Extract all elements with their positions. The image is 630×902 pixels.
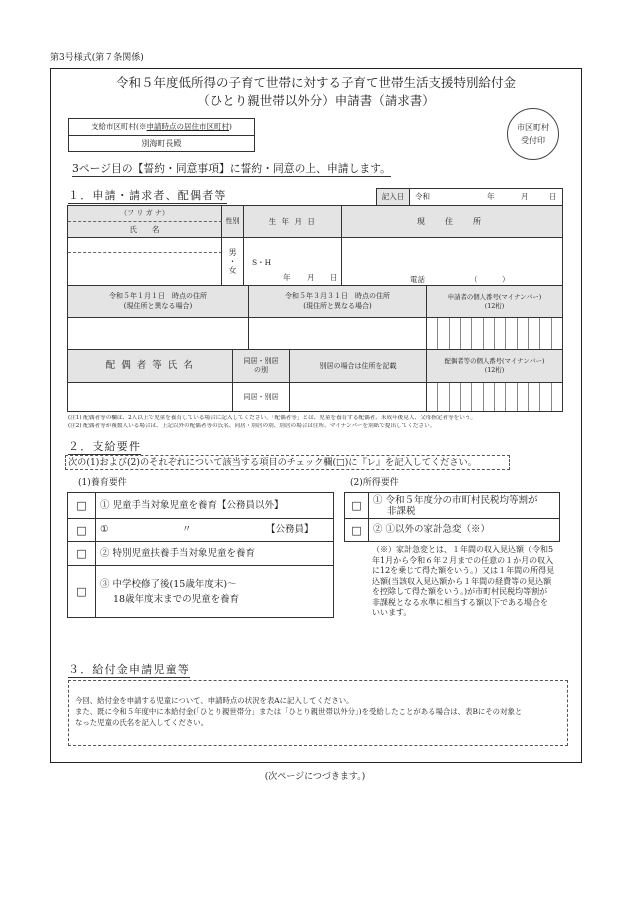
section3-heading: ３．給付金申請児童等 bbox=[68, 663, 190, 676]
childcare-item-1 bbox=[96, 493, 334, 519]
checkbox-icon[interactable]: □ bbox=[76, 585, 87, 598]
sex-header bbox=[222, 206, 244, 238]
mynumber-digit-cell[interactable] bbox=[506, 383, 517, 411]
sex-female-option[interactable]: 女 bbox=[228, 266, 237, 275]
childcare-checkbox-3[interactable] bbox=[68, 542, 96, 566]
mynumber-digit-cell[interactable] bbox=[484, 383, 495, 411]
mynumber-digit-cell[interactable] bbox=[450, 318, 461, 349]
mynumber-digit-cell[interactable] bbox=[472, 318, 483, 349]
mynumber-digit-cell[interactable] bbox=[540, 318, 551, 349]
checkbox-icon[interactable]: □ bbox=[76, 499, 87, 512]
instruction-box bbox=[65, 455, 510, 470]
separate-address-header-label: 別居の場合は住所を記載 bbox=[319, 361, 397, 370]
mar31-address-header bbox=[249, 286, 427, 318]
mynumber-digit-cell[interactable] bbox=[427, 318, 438, 349]
reception-stamp-line2: 受付印 bbox=[521, 136, 545, 145]
municipality-label-suffix: ) bbox=[229, 122, 232, 131]
mynumber-digit-cell[interactable] bbox=[552, 383, 562, 411]
income-checkbox-1[interactable] bbox=[345, 493, 369, 519]
cohabitation-header-line1: 同居・別居 bbox=[243, 356, 279, 365]
name-header bbox=[68, 222, 222, 238]
childcare-checkbox-2[interactable] bbox=[68, 519, 96, 542]
furigana-header-label: （フ リ ガ ナ） bbox=[120, 209, 169, 217]
checkbox-icon[interactable]: □ bbox=[351, 499, 362, 512]
note-line: 込額(当該収入見込額から１年間の経費等の見込額 bbox=[372, 576, 552, 586]
section3-line2: また、既に令和５年度中に本給付金(「ひとり親世帯分」または「ひとり親世帯以外分」)を受給したことがある場合は、表Bにその対象と bbox=[75, 707, 523, 716]
childcare-item-2-suffix: 【公務員】 bbox=[266, 524, 314, 535]
cohabitation-header bbox=[233, 350, 290, 383]
applicant-mynumber-header-line2: (12桁) bbox=[484, 301, 505, 310]
spouse-mynumber-header-line2: (12桁) bbox=[484, 366, 505, 374]
section3-info-box bbox=[68, 680, 568, 746]
jan1-address-field[interactable] bbox=[68, 318, 249, 350]
childcare-item-2-number: ① bbox=[100, 524, 109, 535]
mynumber-digit-cell[interactable] bbox=[552, 318, 562, 349]
mynumber-digit-cell[interactable] bbox=[495, 383, 506, 411]
mar31-address-header-line1: 令和５年３月３１日 時点の住所 bbox=[285, 292, 390, 301]
sex-separator: ・ bbox=[228, 257, 237, 266]
birth-era-options[interactable]: S・H bbox=[252, 258, 272, 267]
sex-field[interactable] bbox=[222, 238, 244, 286]
income-item-1 bbox=[369, 493, 560, 519]
mynumber-digit-cell[interactable] bbox=[450, 383, 461, 411]
note-line: 非課税となる水準に相当する額以下である場合を bbox=[372, 597, 548, 607]
separate-address-field[interactable] bbox=[290, 383, 427, 412]
mynumber-digit-cell[interactable] bbox=[461, 383, 472, 411]
childcare-checkbox-4[interactable] bbox=[68, 566, 96, 618]
income-item-1-line1: ① 令和５年度分の市町村民税均等割が bbox=[373, 494, 538, 506]
jan1-address-header-line1: 令和５年１月１日 時点の住所 bbox=[109, 292, 207, 301]
section1-note1-text: (注1) 配偶者等の欄は、2人以上で児童を養育している場合に記入してください。「配偶者等」とは、児童を養育する配偶者、未成年後見人、父母指定者等をいう。 bbox=[68, 415, 477, 421]
checkbox-icon[interactable]: □ bbox=[351, 523, 362, 537]
address-header-label: 現 住 所 bbox=[417, 216, 487, 226]
mynumber-digit-cell[interactable] bbox=[495, 318, 506, 349]
continued-notice: (次ページにつづきます。) bbox=[264, 772, 366, 782]
section2-heading: ２．支給要件 bbox=[68, 440, 142, 453]
childcare-item-4-line2: 18歳年度末までの児童を養育 bbox=[113, 593, 240, 605]
section1-heading: １．申請・請求者、配偶者等 bbox=[68, 189, 227, 202]
mynumber-digit-cell[interactable] bbox=[518, 318, 529, 349]
note-line: 年1月から令和６年２月までの任意の１か月の収入 bbox=[372, 555, 554, 565]
applicant-mynumber-digits bbox=[427, 318, 562, 349]
childcare-item-2 bbox=[96, 519, 334, 542]
mynumber-digit-cell[interactable] bbox=[438, 318, 449, 349]
municipality-label-prefix: 支給市区町村(※ bbox=[91, 122, 147, 131]
spouse-mynumber-field[interactable] bbox=[427, 383, 563, 412]
entry-date-box[interactable] bbox=[376, 188, 563, 206]
section3-line1: 今回、給付金を申請する児童について、申請時点の状況を表Aに記入してください。 bbox=[75, 696, 354, 705]
birth-month-unit: 月 bbox=[307, 273, 315, 282]
mar31-address-field[interactable] bbox=[249, 318, 427, 350]
address-field[interactable] bbox=[342, 238, 563, 286]
spouse-mynumber-header-line1: 配偶者等の個人番号(マイナンバー) bbox=[444, 357, 545, 366]
municipality-label bbox=[69, 119, 254, 136]
note-line: に12を乗じて得た額をいう。）又は１年間の所得見 bbox=[372, 566, 555, 575]
checkbox-icon[interactable]: □ bbox=[76, 523, 87, 537]
municipality-box bbox=[68, 118, 255, 152]
note-line: いいます。 bbox=[372, 608, 412, 617]
entry-date-label: 記入日 bbox=[377, 189, 410, 205]
mynumber-digit-cell[interactable] bbox=[518, 383, 529, 411]
note-line: （※）家計急変とは、１年間の収入見込額（令和5 bbox=[372, 545, 554, 554]
name-header-label: 氏 名 bbox=[129, 224, 160, 234]
childcare-item-2-ditto: 〃 bbox=[182, 524, 192, 535]
applicant-table bbox=[67, 205, 563, 412]
childcare-item-4 bbox=[96, 566, 334, 618]
cohabitation-field[interactable] bbox=[233, 383, 290, 412]
instruction-text: 次の(1)および(2)のそれぞれについて該当する項目のチェック欄(□)に『レ』を記入してください。 bbox=[68, 457, 477, 468]
mynumber-digit-cell[interactable] bbox=[529, 318, 540, 349]
applicant-mynumber-header-line1: 申請者の個人番号(マイナンバー) bbox=[447, 292, 542, 301]
childcare-item-3 bbox=[96, 542, 334, 566]
income-item-2-label: ② ①以外の家計急変（※） bbox=[373, 524, 491, 536]
mynumber-digit-cell[interactable] bbox=[438, 383, 449, 411]
furigana-header bbox=[68, 206, 222, 222]
municipality-addressee: 別海町長殿 bbox=[141, 139, 182, 148]
childcare-item-4-line1: ③ 中学校修了後(15歳年度末)～ bbox=[100, 578, 237, 590]
entry-date-year-unit: 年 bbox=[487, 192, 495, 201]
mar31-address-header-line2: (現住所と異なる場合) bbox=[303, 301, 372, 310]
section1-note1 bbox=[68, 415, 563, 423]
spouse-name-header-label: 配 偶 者 等 氏 名 bbox=[105, 360, 195, 372]
sex-header-label: 性別 bbox=[225, 217, 240, 225]
mynumber-digit-cell[interactable] bbox=[506, 318, 517, 349]
jan1-address-header bbox=[68, 286, 249, 318]
mynumber-digit-cell[interactable] bbox=[461, 318, 472, 349]
income-requirement-heading: (2)所得要件 bbox=[350, 478, 399, 488]
jan1-address-header-line2: (現住所と異なる場合) bbox=[123, 301, 193, 310]
childcare-requirement-table bbox=[67, 492, 334, 618]
income-checkbox-2[interactable] bbox=[345, 519, 369, 542]
birthdate-header-label: 生 年 月 日 bbox=[268, 216, 317, 226]
spouse-name-header bbox=[68, 350, 233, 383]
form-title-line2: （ひとり親世帯以外分）申請書（請求書） bbox=[197, 93, 435, 108]
birth-year-unit: 年 bbox=[283, 273, 291, 282]
section3-line3: なった児童の氏名を記入してください。 bbox=[75, 718, 209, 727]
address-header bbox=[342, 206, 563, 238]
section1-note2-text: (注2) 配偶者等が複数人いる場合は、上記以外の配偶者等の氏名、同居・別居の別、別居の場合は住所、マイナンバーを別紙で提出してください。 bbox=[68, 423, 436, 429]
childcare-item-1-label: ① 児童手当対象児童を養育【公務員以外】 bbox=[100, 499, 284, 511]
income-item-1-line2: 非課税 bbox=[387, 505, 416, 517]
mynumber-digit-cell[interactable] bbox=[472, 383, 483, 411]
applicant-mynumber-header bbox=[427, 286, 563, 318]
cohabitation-options[interactable]: 同居・別居 bbox=[243, 392, 279, 401]
spouse-mynumber-header bbox=[427, 350, 563, 383]
childcare-item-3-label: ② 特別児童扶養手当対象児童を養育 bbox=[100, 547, 256, 559]
municipality-label-underlined: 申請時点の居住市区町村 bbox=[146, 122, 229, 131]
phone-open-paren: （ bbox=[470, 275, 478, 284]
childcare-requirement-heading: (1)養育要件 bbox=[78, 478, 127, 488]
birthdate-header bbox=[244, 206, 342, 238]
mynumber-digit-cell[interactable] bbox=[540, 383, 551, 411]
entry-date-day-unit: 日 bbox=[549, 192, 557, 201]
entry-date-month-unit: 月 bbox=[521, 192, 529, 201]
birthdate-field[interactable] bbox=[244, 238, 342, 286]
household-emergency-note bbox=[372, 545, 562, 619]
mynumber-digit-cell[interactable] bbox=[484, 318, 495, 349]
mynumber-digit-cell[interactable] bbox=[529, 383, 540, 411]
name-field[interactable] bbox=[68, 253, 222, 286]
pledge-notice: 3ページ目の【誓約・同意事項】に誓約・同意の上、申請します。 bbox=[72, 162, 391, 175]
phone-label: 電話 bbox=[410, 275, 425, 284]
checkbox-icon[interactable]: □ bbox=[76, 547, 87, 560]
sex-male-option[interactable]: 男 bbox=[228, 248, 237, 257]
childcare-checkbox-1[interactable] bbox=[68, 493, 96, 519]
mynumber-digit-cell[interactable] bbox=[427, 383, 438, 411]
separate-address-header bbox=[290, 350, 427, 383]
spouse-mynumber-digits bbox=[427, 383, 562, 411]
form-number: 第3号様式(第７条関係) bbox=[50, 53, 144, 63]
income-item-2 bbox=[369, 519, 560, 542]
note-line: を控除して得た額をいう。)が市町村民税均等割が bbox=[372, 587, 548, 596]
section1-note2 bbox=[68, 423, 563, 431]
income-requirement-table bbox=[344, 492, 560, 542]
spouse-name-field[interactable] bbox=[68, 383, 233, 412]
furigana-field[interactable] bbox=[68, 238, 222, 253]
birth-day-unit: 日 bbox=[330, 273, 338, 282]
entry-date-era: 令和 bbox=[415, 192, 430, 201]
applicant-mynumber-field[interactable] bbox=[427, 318, 563, 350]
reception-stamp-circle bbox=[507, 108, 559, 160]
cohabitation-header-line2: の別 bbox=[254, 366, 268, 374]
phone-close-paren: ） bbox=[502, 275, 510, 284]
form-title-line1: 令和５年度低所得の子育て世帯に対する子育て世帯生活支援特別給付金 bbox=[115, 75, 516, 90]
reception-stamp-line1: 市区町村 bbox=[517, 123, 549, 132]
